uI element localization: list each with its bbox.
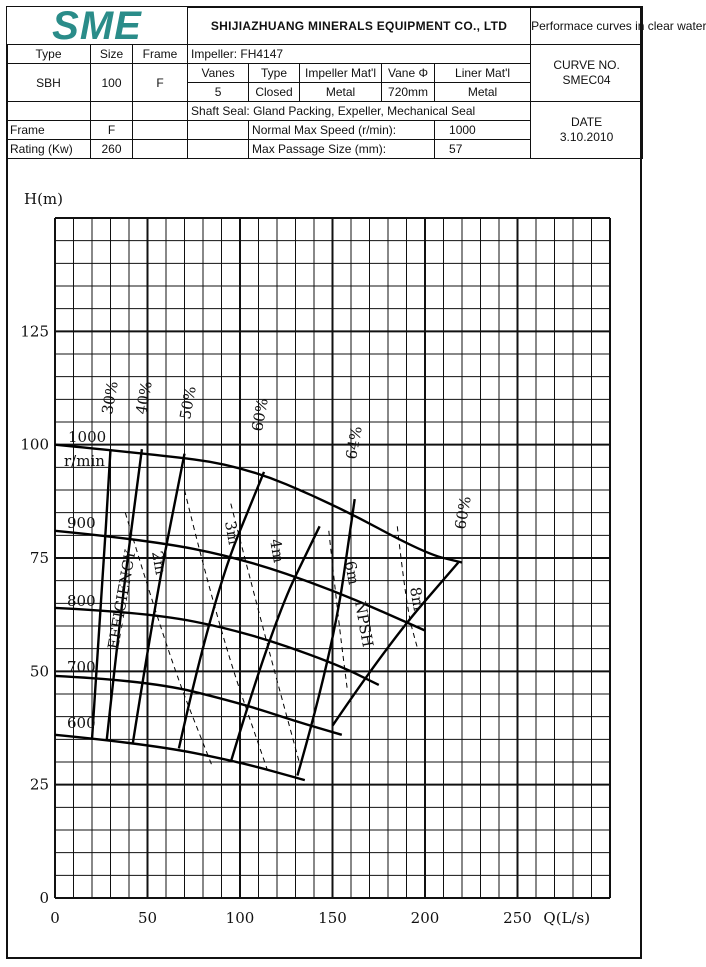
sme-logo: SME bbox=[7, 7, 188, 45]
curve-no-value: SMEC04 bbox=[562, 73, 611, 87]
npsh-label: 6m bbox=[341, 559, 363, 587]
impeller-material-value: Metal bbox=[300, 83, 382, 102]
npsh-label: 4m bbox=[266, 537, 288, 565]
y-axis-label: H(m) bbox=[24, 190, 64, 208]
efficiency-title: EFFICIENCY bbox=[104, 548, 140, 651]
x-tick-label: 100 bbox=[225, 909, 255, 927]
liner-material-label: Liner Mat'l bbox=[435, 64, 531, 83]
type-value: SBH bbox=[7, 64, 91, 102]
y-tick-label: 25 bbox=[29, 775, 49, 794]
efficiency-label: 60% bbox=[451, 494, 475, 531]
passage-value: 57 bbox=[435, 140, 531, 159]
y-tick-label: 50 bbox=[29, 662, 49, 681]
type-label: Type bbox=[7, 45, 91, 64]
vane-diameter-value: 720mm bbox=[382, 83, 435, 102]
efficiency-curve bbox=[297, 499, 354, 775]
speed-label-700: 700 bbox=[67, 658, 96, 676]
frame-label: Frame bbox=[133, 45, 188, 64]
speed-label-1000: 1000 bbox=[68, 428, 107, 446]
npsh-title: NPSH bbox=[351, 599, 377, 649]
speed-unit-label: r/min bbox=[64, 452, 105, 470]
efficiency-label: 40% bbox=[132, 379, 156, 416]
passage-label: Max Passage Size (mm): bbox=[249, 140, 435, 159]
date-label: DATE bbox=[571, 115, 603, 129]
impeller-type-value: Closed bbox=[249, 83, 300, 102]
company-name: SHIJIAZHUANG MINERALS EQUIPMENT CO., LTD bbox=[188, 7, 531, 45]
size-value: 100 bbox=[91, 64, 133, 102]
efficiency-label: 30% bbox=[98, 379, 122, 416]
shaft-seal: Shaft Seal: Gland Packing, Expeller, Mechanical Seal bbox=[188, 102, 531, 121]
x-tick-label: 200 bbox=[410, 909, 440, 927]
x-tick-label: 150 bbox=[318, 909, 347, 927]
impeller-value: Impeller: FH4147 bbox=[188, 45, 531, 64]
x-tick-label: 50 bbox=[137, 909, 158, 927]
efficiency-label: 64% bbox=[342, 424, 366, 461]
frame-value: F bbox=[133, 64, 188, 102]
frame2-label: Frame bbox=[7, 121, 91, 140]
impeller-material-label: Impeller Mat'l bbox=[300, 64, 382, 83]
speed-label-600: 600 bbox=[67, 714, 96, 732]
date-value: 3.10.2010 bbox=[559, 130, 614, 144]
x-tick-label: 250 bbox=[503, 909, 532, 927]
y-tick-label: 0 bbox=[39, 889, 49, 907]
rating-value: 260 bbox=[91, 140, 133, 159]
vanes-label: Vanes bbox=[188, 64, 249, 83]
npsh-label: 8m bbox=[406, 585, 428, 613]
performance-note: Performace curves in clear water bbox=[531, 7, 643, 45]
efficiency-label: 60% bbox=[248, 396, 272, 433]
liner-material-value: Metal bbox=[435, 83, 531, 102]
impeller-type-label: Type bbox=[249, 64, 300, 83]
curve-no-label: CURVE NO. bbox=[553, 58, 620, 72]
x-tick-label: 0 bbox=[50, 909, 60, 927]
y-tick-label: 125 bbox=[20, 322, 49, 341]
efficiency-label: 50% bbox=[176, 384, 200, 421]
npsh-label: 2m bbox=[148, 549, 170, 577]
speed-label-800: 800 bbox=[67, 592, 96, 610]
x-axis-label: Q(L/s) bbox=[543, 909, 591, 927]
y-tick-label: 75 bbox=[29, 549, 49, 567]
efficiency-curve bbox=[133, 454, 185, 744]
y-tick-label: 100 bbox=[20, 435, 49, 454]
frame2-value: F bbox=[91, 121, 133, 140]
speed-value: 1000 bbox=[435, 121, 531, 140]
speed-label: Normal Max Speed (r/min): bbox=[249, 121, 435, 140]
speed-curve bbox=[55, 676, 342, 735]
vanes-value: 5 bbox=[188, 83, 249, 102]
rating-label: Rating (Kw) bbox=[7, 140, 91, 159]
npsh-label: 3m bbox=[221, 519, 243, 547]
vane-diameter-label: Vane Φ bbox=[382, 64, 435, 83]
speed-label-900: 900 bbox=[67, 514, 96, 532]
size-label: Size bbox=[91, 45, 133, 64]
